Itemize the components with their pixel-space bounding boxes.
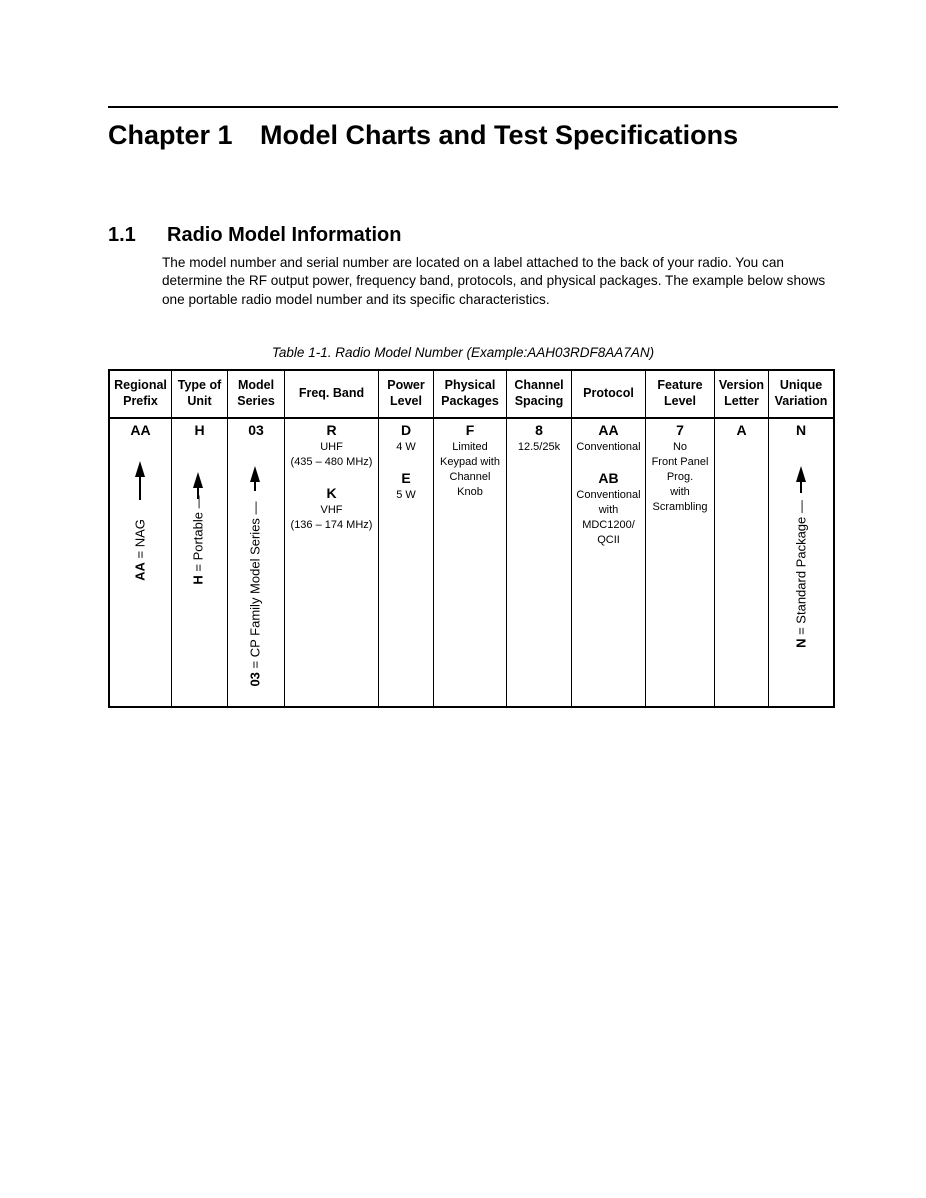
arrow-line bbox=[254, 481, 256, 491]
code-version-letter: A bbox=[736, 422, 747, 438]
code-physical-packages: F bbox=[465, 422, 475, 438]
header-protocol: Protocol bbox=[583, 386, 634, 400]
column-divider bbox=[284, 369, 285, 708]
power-level-alt-code: E bbox=[401, 470, 411, 486]
column-divider bbox=[714, 369, 715, 708]
protocol-alt-code: AB bbox=[598, 470, 619, 486]
chapter-number: Chapter 1 bbox=[108, 120, 233, 150]
arrow-line bbox=[139, 476, 141, 500]
column-divider bbox=[171, 369, 172, 708]
header-freq-band: Freq. Band bbox=[298, 386, 365, 400]
header-feature-level: Feature Level bbox=[657, 378, 703, 408]
freq-band-alt-code: K bbox=[326, 485, 337, 501]
feature-level-description: No Front Panel Prog. with Scrambling bbox=[651, 441, 709, 513]
header-channel-spacing: Channel Spacing bbox=[514, 378, 564, 408]
code-freq-band: R bbox=[326, 422, 337, 438]
channel-spacing-description: 12.5/25k bbox=[517, 441, 561, 453]
model-number-table bbox=[108, 369, 835, 708]
section-number: 1.1 bbox=[108, 224, 136, 246]
header-physical-packages: Physical Packages bbox=[441, 378, 499, 408]
power-level-d-description: 4 W bbox=[396, 441, 416, 453]
column-divider bbox=[433, 369, 434, 708]
chapter-rule bbox=[108, 106, 838, 108]
code-channel-spacing: 8 bbox=[535, 422, 543, 438]
code-model-series: 03 bbox=[248, 422, 264, 438]
table-caption: Table 1-1. Radio Model Number (Example:AAH03RDF8AA7AN) bbox=[271, 345, 655, 360]
arrow-line bbox=[800, 481, 802, 493]
header-power-level: Power Level bbox=[387, 378, 425, 408]
chapter-title: Model Charts and Test Specifications bbox=[260, 120, 739, 150]
protocol-ab-description: Conventional with MDC1200/ QCII bbox=[576, 489, 641, 546]
column-divider bbox=[506, 369, 507, 708]
arrow-up-icon bbox=[796, 466, 806, 482]
arrow-up-icon bbox=[250, 466, 260, 482]
header-model-series: Model Series bbox=[237, 378, 275, 408]
regional-prefix-label: AA = NAG bbox=[132, 519, 148, 581]
code-power-level: D bbox=[400, 422, 412, 438]
column-divider bbox=[227, 369, 228, 708]
code-feature-level: 7 bbox=[676, 422, 684, 438]
type-of-unit-label: H = Portable — bbox=[190, 495, 206, 585]
header-regional-prefix: Regional Prefix bbox=[114, 378, 167, 408]
column-divider bbox=[378, 369, 379, 708]
unique-variation-label: N = Standard Package — bbox=[793, 500, 809, 648]
code-regional-prefix: AA bbox=[130, 422, 151, 438]
header-version-letter: Version Letter bbox=[718, 378, 765, 408]
arrow-up-icon bbox=[135, 461, 145, 477]
arrow-up-icon bbox=[193, 472, 203, 488]
physical-packages-description: Limited Keypad with Channel Knob bbox=[440, 441, 500, 498]
code-protocol: AA bbox=[598, 422, 619, 438]
power-level-e-description: 5 W bbox=[396, 489, 416, 501]
section-heading bbox=[108, 224, 401, 247]
model-series-label: 03 = CP Family Model Series — bbox=[247, 501, 263, 687]
column-divider bbox=[645, 369, 646, 708]
protocol-aa-description: Conventional bbox=[576, 441, 641, 453]
intro-paragraph: The model number and serial number are located on a label attached to the back of your radio. You can determine the RF output power, frequency band, protocols, and physical packages. The example below shows one portable radio model number and its specific characteristics. bbox=[162, 255, 826, 307]
code-unique-variation: N bbox=[795, 422, 807, 438]
header-type-of-unit: Type of Unit bbox=[177, 378, 222, 408]
header-unique-variation: Unique Variation bbox=[774, 378, 828, 408]
freq-band-uhf-description: UHF (435 – 480 MHz) bbox=[290, 441, 373, 468]
freq-band-vhf-description: VHF (136 – 174 MHz) bbox=[290, 504, 373, 531]
chapter-heading bbox=[108, 120, 738, 151]
section-title: Radio Model Information bbox=[167, 224, 402, 246]
header-divider bbox=[108, 417, 835, 419]
code-type-of-unit: H bbox=[194, 422, 205, 438]
column-divider bbox=[768, 369, 769, 708]
